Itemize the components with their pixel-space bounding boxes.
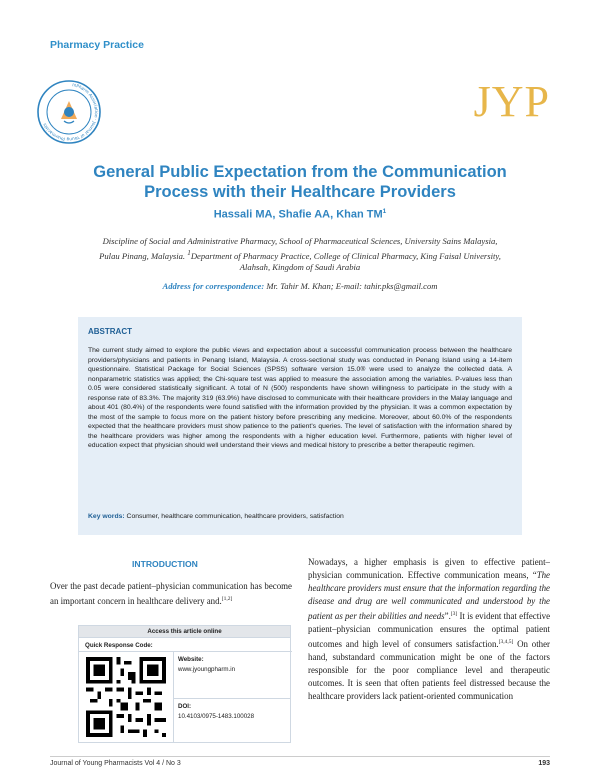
affiliation-superscript: 1 xyxy=(187,248,191,257)
divider xyxy=(173,651,174,743)
divider xyxy=(173,698,291,699)
page-number: 193 xyxy=(538,760,550,767)
introduction-heading: INTRODUCTION xyxy=(132,559,198,569)
citation: [1,2] xyxy=(221,596,233,602)
citation: [3] xyxy=(450,611,458,617)
correspondence-text: Mr. Tahir M. Khan; E-mail: tahir.pks@gmail.com xyxy=(264,281,438,291)
svg-text:InPharm Association · Journal: InPharm Association · Journal of Young Pharmacists xyxy=(41,82,99,143)
intro-right-part-4: On other hand, substandard communication might be one of the factors responsible for the poor compliance level and therapeutic outcomes. It is seen that often patients feel distressed because the healthcare providers lack patient-oriented communication xyxy=(308,638,550,701)
abstract-text: The current study aimed to explore the public views and expectation about a successful communication process between the healthcare providers/physicians and patients in Penang Island, Malaysia. A cross-sectional study was conducted in Penang Island using a 14-item questionnaire. Statistical Package for Social Sciences (SPSS) software version 15.0® were used to analyze the collected data. A nonparametric statistics was applied; the Chi-square test was applied to measure the association among the variables. P-values less than 0.05 were considered statistically significant. A total of N (500) respondents have shown willingness to participate in the study with a response rate of 83.3%. The majority 319 (63.9%) have disclosed to communicate with their healthcare providers in the Malay language and about 401 (80.4%) of the respondents were found satisfied with the information provided by the physician. It was a common expectation by the most of the sample to focus more on the patient history before prescribing any medicine. Moreover, about 60.0% of the respondents expected that the healthcare providers must show patience to the patient's queries. The level of satisfaction with the information shared by the healthcare providers was higher among the respondents with a higher education level. Furthermore, patients with higher level of education expect that physician should well understand their views and medical history to prescribe a better therapeutic regimen. xyxy=(88,347,512,449)
website-link[interactable]: www.jyoungpharm.in xyxy=(178,666,236,673)
intro-left-paragraph: Over the past decade patient–physician communication has become an important concern in healthcare delivery and. xyxy=(50,581,292,606)
doi-value[interactable]: 10.4103/0975-1483.100028 xyxy=(178,713,255,720)
intro-right-part-3: It is evident that effective patient–physician communication ensures the optimal patient outcomes and high level of consumers satisfaction. xyxy=(308,610,551,649)
keywords xyxy=(88,513,512,520)
qr-code xyxy=(86,657,166,737)
abstract-heading: ABSTRACT xyxy=(88,327,132,336)
intro-right-part-1: Nowadays, a higher emphasis is given to effective patient–physician communication. Effective communication means, “ xyxy=(308,557,550,580)
keywords-list: Consumer, healthcare communication, healthcare providers, satisfaction xyxy=(124,513,344,520)
footer-divider xyxy=(50,756,550,757)
qr-label: Quick Response Code: xyxy=(85,642,153,649)
affiliation-1: Discipline of Social and Administrative Pharmacy, School of Pharmaceutical Sciences, University Sains Malaysia, Pulau Pinang, Malaysia. xyxy=(99,236,498,261)
author-list xyxy=(0,208,600,221)
intro-right-part-2: ”. xyxy=(444,610,451,621)
access-box-title: Access this article online xyxy=(79,626,290,638)
divider xyxy=(79,651,292,652)
left-column-text xyxy=(50,580,292,608)
correspondence xyxy=(0,281,600,291)
section-label: Pharmacy Practice xyxy=(50,39,144,51)
author-superscript: 1 xyxy=(382,208,387,215)
keywords-label: Key words: xyxy=(88,513,125,520)
citation: [3,4,5] xyxy=(498,638,514,645)
journal-mark: JYP xyxy=(473,77,550,126)
website-label: Website: xyxy=(178,656,204,663)
affiliations xyxy=(92,236,508,273)
association-logo xyxy=(36,79,102,145)
footer-journal: Journal of Young Pharmacists Vol 4 / No 3 xyxy=(50,760,181,767)
correspondence-label: Address for correspondence: xyxy=(162,281,265,291)
doi-label: DOI: xyxy=(178,703,192,710)
author-names: Hassali MA, Shafie AA, Khan TM xyxy=(213,208,383,221)
access-online-box xyxy=(78,625,291,743)
article-title: General Public Expectation from the Communication Process with their Healthcare Providers xyxy=(93,163,507,201)
affiliation-2: Department of Pharmacy Practice, College of Clinical Pharmacy, King Faisal University, Alahsah, Kingdom of Saudi Arabia xyxy=(190,250,501,272)
intro-right-quote: The healthcare providers must ensure that the information regarding the disease and drug are well communicated and understood by the patient as per their abilities and needs xyxy=(308,570,550,621)
right-column-text xyxy=(308,556,550,703)
